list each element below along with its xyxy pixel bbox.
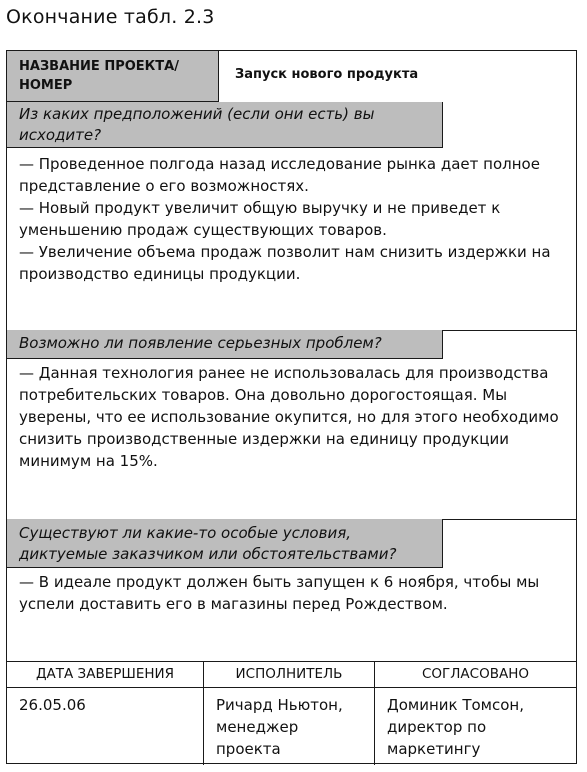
question-box-assumptions xyxy=(7,102,443,148)
question-problems: Возможно ли появление серьезных проблем? xyxy=(19,334,382,352)
answer-problems xyxy=(19,362,564,472)
project-name-label: НАЗВАНИЕ ПРОЕКТА/ НОМЕР xyxy=(19,59,179,93)
question-assumptions: Из каких предположений (если они есть) вы исходите? xyxy=(19,105,375,144)
footer-header-executor: ИСПОЛНИТЕЛЬ xyxy=(235,666,343,682)
footer-value-date: 26.05.06 xyxy=(19,696,86,714)
table-caption: Окончание табл. 2.3 xyxy=(6,6,215,28)
answer-assumptions-line-3: — Увеличение объема продаж позволит нам снизить издержки на производство единицы продукции. xyxy=(19,243,551,283)
footer-header-date: ДАТА ЗАВЕРШЕНИЯ xyxy=(36,666,174,682)
question-conditions: Существуют ли какие-то особые условия, диктуемые заказчиком или обстоятельствами? xyxy=(19,524,397,563)
answer-assumptions-line-2: — Новый продукт увеличит общую выручку и не приведет к уменьшению продаж существующих товаров. xyxy=(19,199,501,239)
answer-problems-text: — Данная технология ранее не использовалась для производства потребительских товаров. Она довольно дорогостоящая. Мы уверены, что ее использование окупится, но для этого необходимо снизить производственные издержки на единицу продукции минимум на 15%. xyxy=(19,364,559,470)
footer-divider-top xyxy=(7,661,576,662)
project-table xyxy=(6,50,577,764)
answer-conditions xyxy=(19,571,564,615)
answer-assumptions xyxy=(19,153,564,285)
question-box-problems xyxy=(7,330,443,359)
answer-assumptions-line-1: — Проведенное полгода назад исследование рынка дает полное представление о его возможностях. xyxy=(19,155,540,195)
question-box-conditions xyxy=(7,519,443,568)
project-name-value: Запуск нового продукта xyxy=(235,67,419,82)
footer-divider-header xyxy=(7,687,576,688)
project-name-label-cell xyxy=(7,51,219,102)
answer-conditions-text: — В идеале продукт должен быть запущен к 6 ноября, чтобы мы успели доставить его в магазины перед Рождеством. xyxy=(19,573,540,613)
footer-value-executor: Ричард Ньютон, менеджер проекта xyxy=(216,696,343,758)
footer-header-approved: СОГЛАСОВАНО xyxy=(422,666,529,682)
footer-value-approved: Доминик Томсон, директор по маркетингу xyxy=(387,696,524,758)
